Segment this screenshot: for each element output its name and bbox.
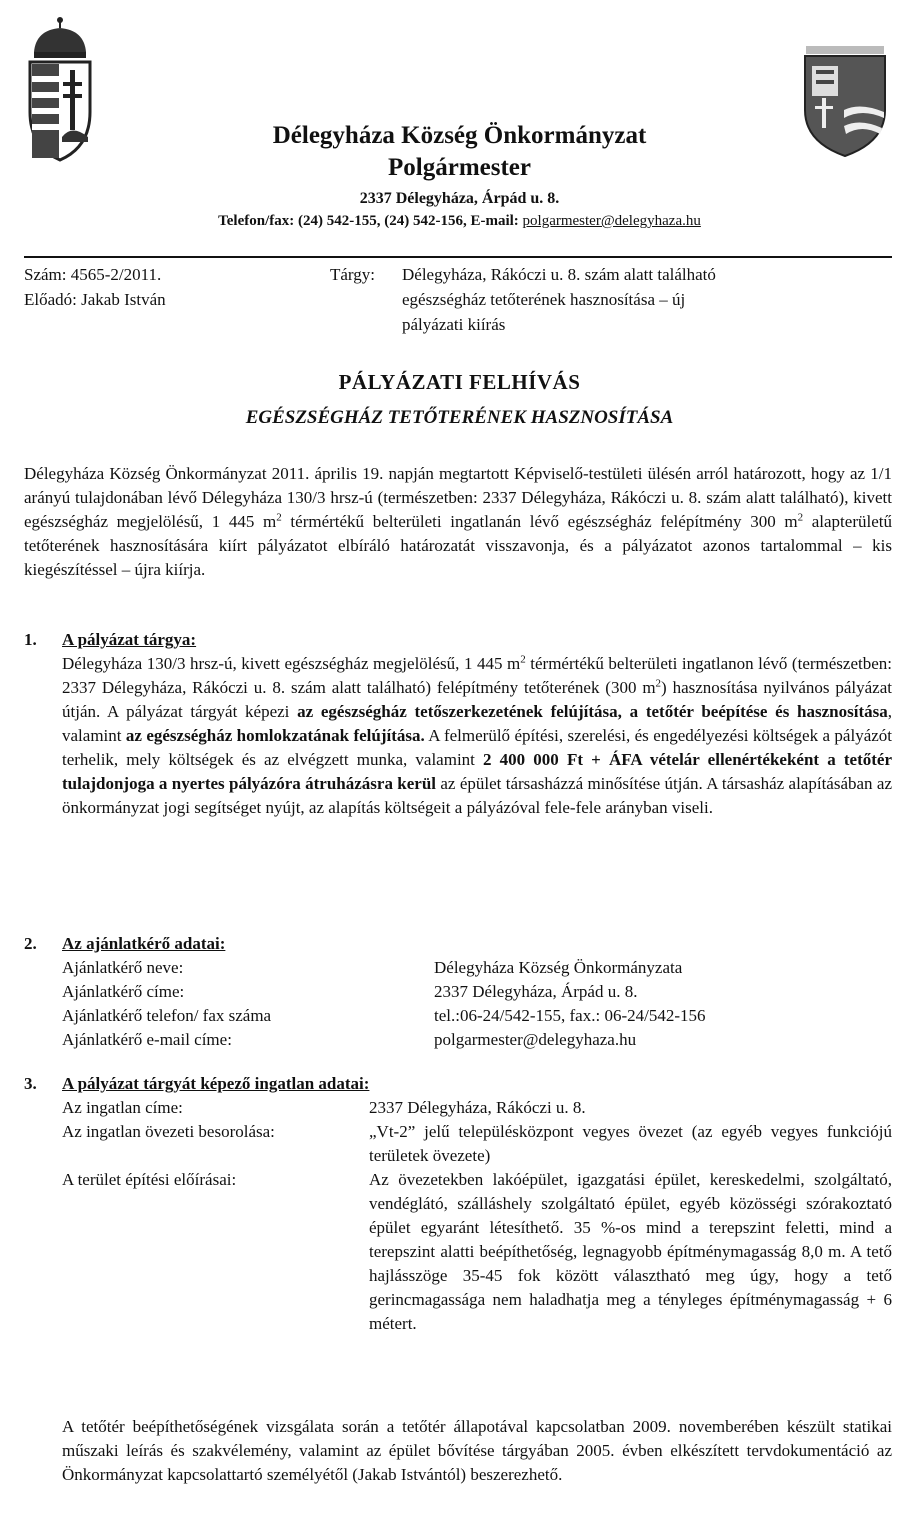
key-value-row [62, 1168, 892, 1336]
superscript: 2 [520, 653, 526, 666]
key-value-row [62, 1120, 892, 1168]
field-label: Ajánlatkérő címe: [62, 982, 185, 1001]
field-value: polgarmester@delegyhaza.hu [434, 1030, 637, 1049]
body-text: az épület társasházzá minősítése útján. A társasház alapításában az önkormányzat jogi segítséget nyújt, az alapítás költségeit a pályázóval fele-fele arányban viseli. [62, 774, 892, 817]
section-number: 2. [24, 934, 37, 953]
field-label: Ajánlatkérő neve: [62, 958, 184, 977]
key-value-row [62, 1004, 892, 1028]
key-value-row [62, 1028, 892, 1052]
key-value-row [62, 956, 892, 980]
bold-text: 2 400 000 Ft + ÁFA vételár ellenértékeként a tetőtér tulajdonjoga a nyertes pályázóra átruházásra kerül [62, 750, 892, 793]
body-text: A felmerülő építési, szerelési, és engedélyezési költségek a pályázót terhelik, mely költségek és az elvégzett munka, valamint [62, 726, 893, 769]
closing-paragraph: A tetőtér beépíthetőségének vizsgálata során a tetőtér állapotával kapcsolatban 2009. novemberében készült statikai műszaki leírás és szakvélemény, valamint az épület bővítése tárgyában 2005. évben elkészített tervdokumentáció az Önkormányzat kapcsolattartó személyétől (Jakab Istvántól) beszerezhető. [62, 1417, 892, 1484]
field-label: Ajánlatkérő telefon/ fax száma [62, 1006, 272, 1025]
call-subtitle: EGÉSZSÉGHÁZ TETŐTERÉNEK HASZNOSÍTÁSA [245, 407, 674, 428]
key-value-row [62, 980, 892, 1004]
header-divider [24, 256, 892, 258]
field-label: Ajánlatkérő e-mail címe: [62, 1030, 232, 1049]
field-value: 2337 Délegyháza, Rákóczi u. 8. [369, 1098, 586, 1117]
section-number: 1. [24, 630, 37, 649]
subject-line: egészségház tetőterének hasznosítása – új [402, 290, 686, 309]
body-text: ) hasznosítása nyilvános pályázat útján. A pályázat tárgyát képezi [62, 678, 892, 721]
body-text: , valamint [62, 702, 892, 745]
superscript: 2 [655, 677, 662, 690]
key-value-row [62, 1096, 892, 1120]
bold-text: az egészségház homlokzatának felújítása. [125, 726, 425, 745]
intro-text: térmértékű belterületi ingatlanán lévő egészségház felépítmény 300 m [281, 512, 798, 531]
contact-phone-fax: Telefon/fax: (24) 542-155, (24) 542-156, E-mail: [218, 213, 523, 229]
body-text: Délegyháza 130/3 hrsz-ú, kivett egészségház megjelölésű, 1 445 m [62, 654, 521, 673]
section-body [62, 652, 892, 820]
body-text: térmértékű belterületi ingatlanon lévő (természetben: 2337 Délegyháza, Rákóczi u. 8. szám alatt található) felépítmény tetőterének (300 m [62, 654, 892, 697]
letterhead [0, 120, 919, 232]
section-subject [24, 628, 892, 820]
field-value: tel.:06-24/542-155, fax.: 06-24/542-156 [434, 1006, 706, 1025]
bold-text: az egészségház tetőszerkezetének felújítása, a tetőtér beépítése és hasznosítása [297, 702, 888, 721]
call-title: PÁLYÁZATI FELHÍVÁS [338, 370, 581, 394]
section-title: A pályázat tárgya: [62, 630, 197, 649]
contact-email-link[interactable]: polgarmester@delegyhaza.hu [522, 213, 701, 229]
reference-block [24, 262, 166, 312]
section-title: Az ajánlatkérő adatai: [62, 934, 226, 953]
subject-block [330, 262, 870, 337]
subject-line: pályázati kiírás [402, 315, 506, 334]
organization-name: Délegyháza Község Önkormányzat [272, 122, 647, 149]
organization-address: 2337 Délegyháza, Árpád u. 8. [359, 190, 560, 207]
intro-text: Délegyháza Község Önkormányzat 2011. április 19. napján megtartott Képviselő-testületi ülésén arról határozott, hogy az 1/1 arányú tulajdonában lévő Délegyháza 130/3 hrsz-ú (természetben: 2337 Délegyháza, Rákóczi u. 8. szám alatt található), kivett egészségház megjelölésű, 1 445 m [24, 464, 892, 531]
intro-text: alapterületű tetőterének hasznosítására kiírt pályázatot elbíráló határozatát visszavonja, és a pályázatot azonos tartalommal – kis kiegészítéssel – újra kiírja. [24, 512, 892, 579]
section-requester [24, 932, 892, 1052]
field-label: A terület építési előírásai: [62, 1170, 237, 1189]
subject-line: Délegyháza, Rákóczi u. 8. szám alatt található [402, 265, 716, 284]
field-value: „Vt-2” jelű településközpont vegyes övezet (az egyéb vegyes funkciójú területek övezete) [369, 1122, 892, 1165]
organization-office: Polgármester [388, 154, 531, 181]
superscript: 2 [797, 511, 804, 524]
field-value: Az övezetekben lakóépület, igazgatási épület, kereskedelmi, szolgáltató, vendéglátó, szálláshely szolgáltató épület, egyéb közösségi szórakoztató épület egyaránt létesíthető. 35 %-os mind a terepszint feletti, mind a terepszint alatti beépíthetőség, legnagyobb építménymagasság 8,0 m. A tető hajlásszöge 35-45 fok között választható meg úgy, hogy a tető gerincmagassága nem haladhatja meg a tényleges építménymagasság + 6 métert. [369, 1170, 892, 1333]
field-value: Délegyháza Község Önkormányzata [434, 958, 683, 977]
superscript: 2 [276, 511, 282, 524]
section-title: A pályázat tárgyát képező ingatlan adatai: [62, 1074, 370, 1093]
intro-paragraph [24, 462, 892, 582]
section-property [24, 1072, 892, 1336]
field-value: 2337 Délegyháza, Árpád u. 8. [434, 982, 638, 1001]
section-heading [24, 628, 892, 652]
field-label: Az ingatlan övezeti besorolása: [62, 1122, 275, 1141]
presenter: Előadó: Jakab István [24, 290, 166, 309]
field-label: Az ingatlan címe: [62, 1098, 183, 1117]
reference-number: Szám: 4565-2/2011. [24, 265, 162, 284]
section-heading [24, 932, 892, 956]
subject-label: Tárgy: [330, 265, 376, 284]
organization-contact [0, 210, 919, 232]
section-number: 3. [24, 1074, 37, 1093]
section-heading [24, 1072, 892, 1096]
